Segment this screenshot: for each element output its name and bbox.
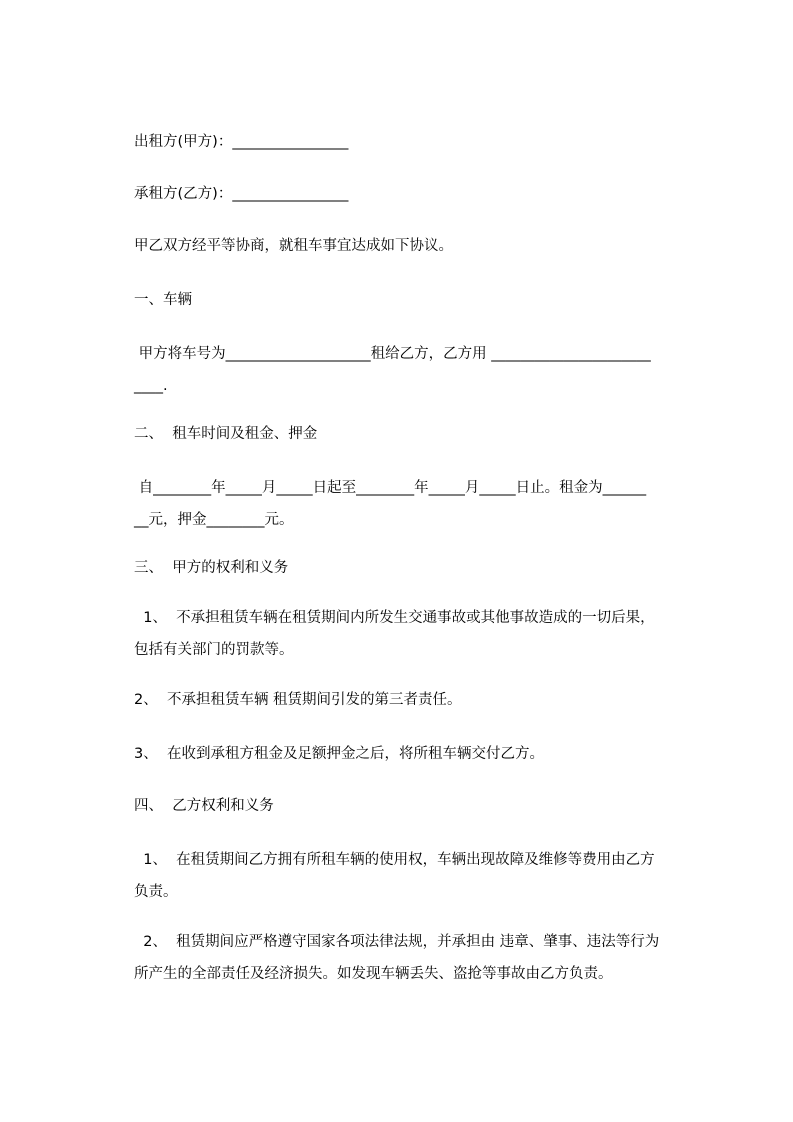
section-3-heading: 三、 甲方的权利和义务 bbox=[134, 560, 289, 576]
section-3-item-2: 2、 不承担租赁车辆 租赁期间引发的第三者责任。 bbox=[134, 692, 462, 708]
section-4-item-2: 2、 租赁期间应严格遵守国家各项法律法规，并承担由 违章、肇事、违法等行为 所产生的全部责任及经济损失。如发现车辆丢失、盗抢等事故由乙方负责。 bbox=[134, 934, 660, 982]
section-1-heading: 一、车辆 bbox=[134, 292, 192, 308]
section-1-body: 甲方将车号为____________________租给乙方，乙方用 ______________________ ____. bbox=[134, 346, 651, 394]
section-3-item-1: 1、 不承担租赁车辆在租赁期间内所发生交通事故或其他事故造成的一切后果， 包括有关部门的罚款等。 bbox=[134, 610, 655, 658]
section-2-heading: 二、 租车时间及租金、押金 bbox=[134, 426, 318, 442]
party-b-line: 承租方(乙方)：________________ bbox=[134, 186, 349, 202]
section-2-body: 自________年_____月_____日起至________年_____月_____日止。租金为______ __元，押金________元。 bbox=[134, 480, 647, 528]
party-a-line: 出租方(甲方)：________________ bbox=[134, 134, 349, 150]
section-4-item-1: 1、 在租赁期间乙方拥有所租车辆的使用权，车辆出现故障及维修等费用由乙方 负责。 bbox=[134, 852, 655, 900]
intro-text: 甲乙双方经平等协商，就租车事宜达成如下协议。 bbox=[134, 238, 453, 254]
section-4-heading: 四、 乙方权利和义务 bbox=[134, 798, 274, 814]
section-3-item-3: 3、 在收到承租方租金及足额押金之后，将所租车辆交付乙方。 bbox=[134, 746, 544, 762]
